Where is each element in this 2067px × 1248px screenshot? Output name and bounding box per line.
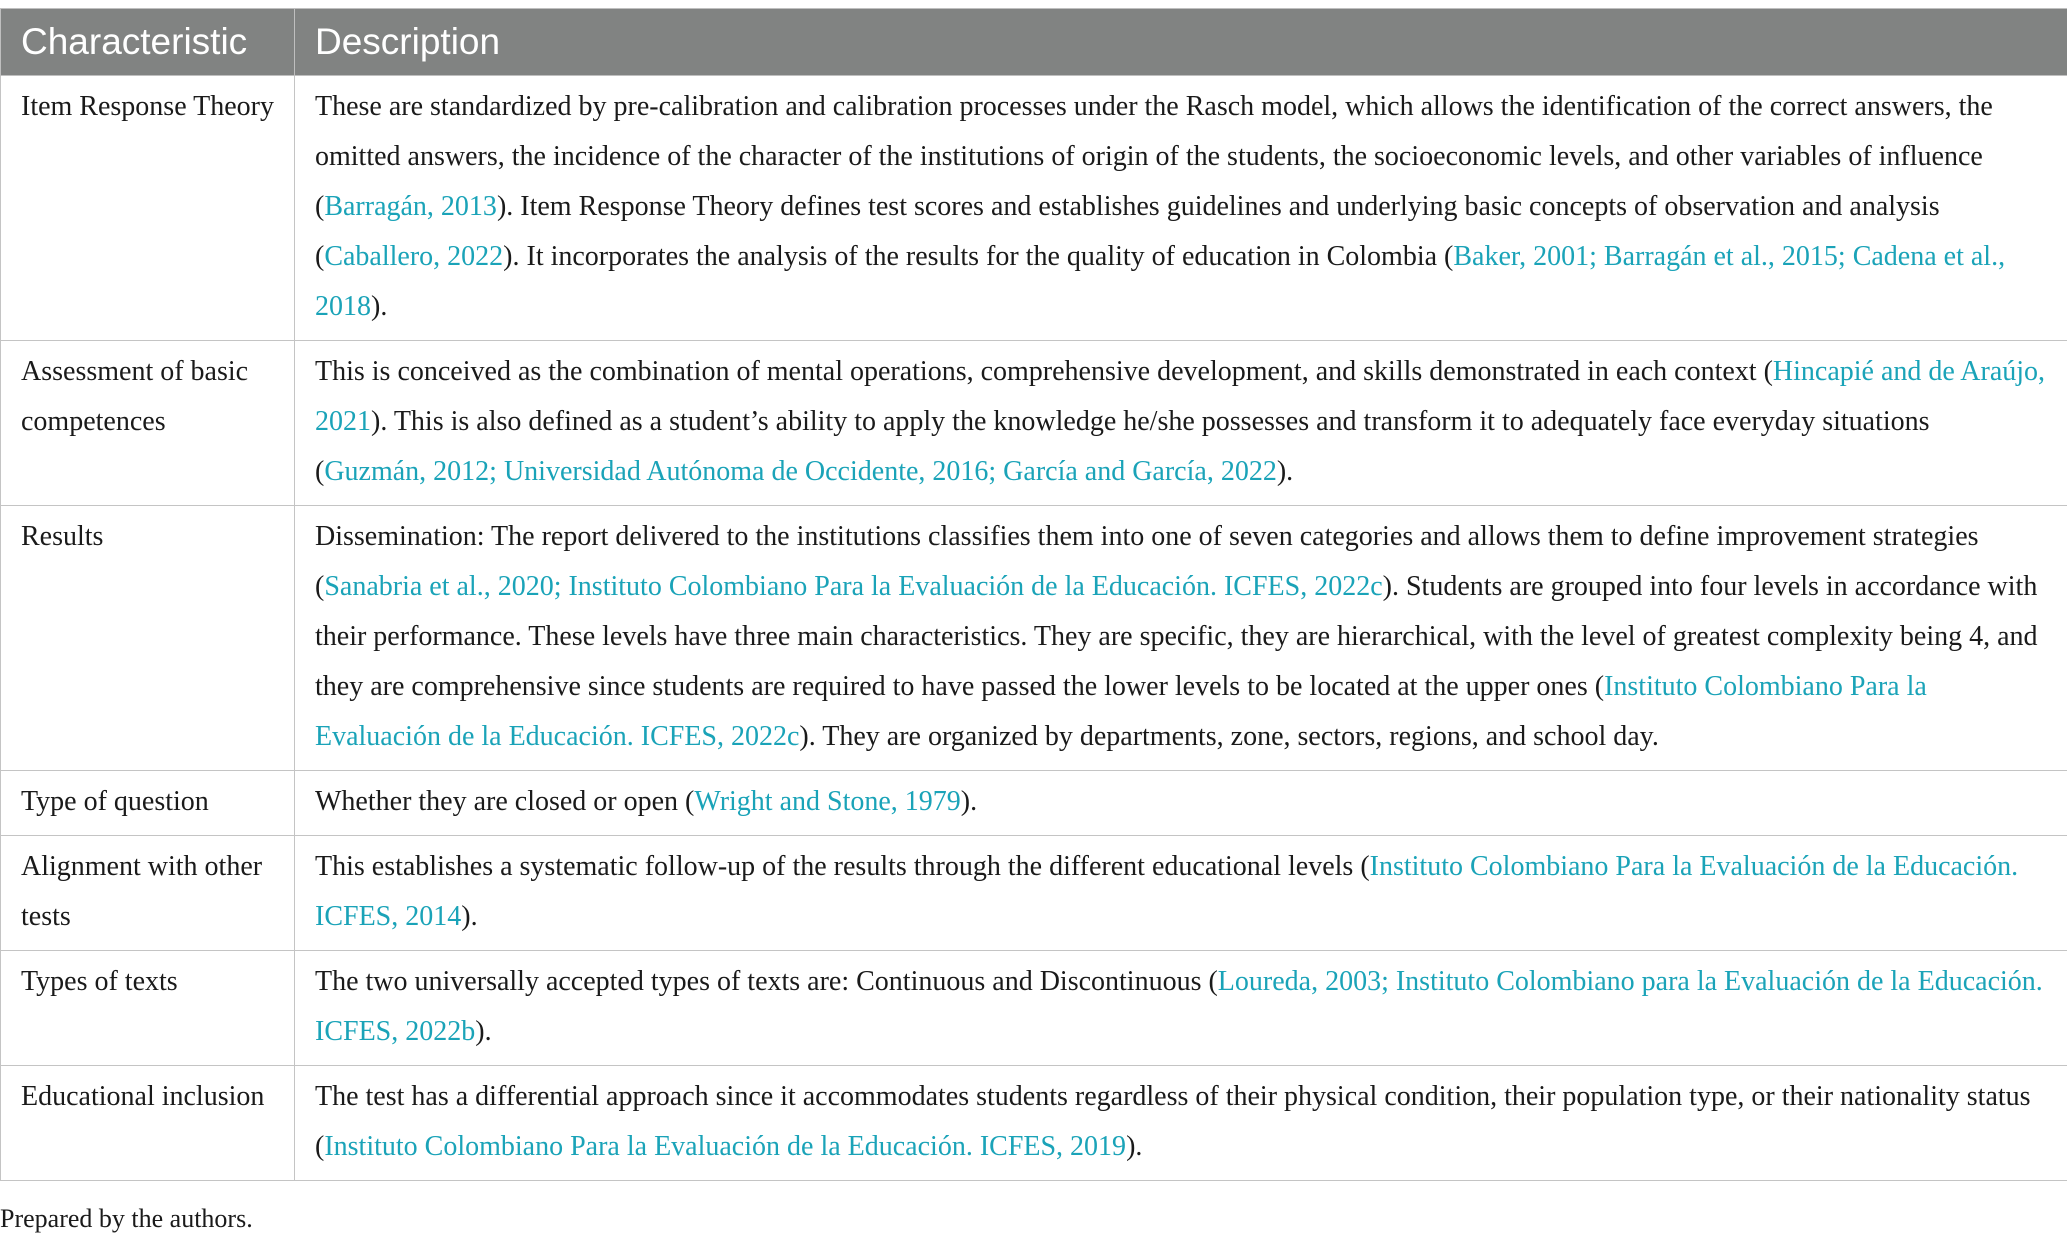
description-text: Whether they are closed or open (	[315, 786, 695, 817]
description-cell	[295, 341, 2067, 506]
citation-link[interactable]: Baker, 2001; Barragán et al., 2015; Cadena et al., 2018	[315, 241, 2006, 322]
description-text: The two universally accepted types of texts are: Continuous and Discontinuous (	[315, 966, 1218, 997]
description-text: ).	[475, 1016, 492, 1047]
citation-link[interactable]: Instituto Colombiano Para la Evaluación de la Educación. ICFES, 2022c	[315, 671, 1927, 752]
description-text: ).	[371, 291, 388, 322]
characteristic-cell: Item Response Theory	[1, 76, 295, 341]
header-description: Description	[295, 9, 2067, 76]
description-text: Dissemination: The report delivered to the institutions classifies them into one of seven categories and allows them to define improvement strategies (	[315, 521, 1979, 602]
citation-link[interactable]: Sanabria et al., 2020; Instituto Colombiano Para la Evaluación de la Educación. ICFES, 2022c	[324, 571, 1383, 602]
citation-link[interactable]: Barragán, 2013	[324, 191, 497, 222]
description-text: ). It incorporates the analysis of the results for the quality of education in Colombia (	[503, 241, 1454, 272]
table-row	[1, 951, 2067, 1066]
description-cell	[295, 1066, 2067, 1181]
description-text: ).	[1276, 456, 1294, 487]
description-text: ). Item Response Theory defines test scores and establishes guidelines and underlying basic concepts of observation and analysis (	[315, 191, 1940, 272]
table-row	[1, 76, 2067, 341]
table-row	[1, 341, 2067, 506]
description-text: This establishes a systematic follow-up of the results through the different educational levels (	[315, 851, 1370, 882]
characteristic-cell: Educational inclusion	[1, 1066, 295, 1181]
characteristic-cell: Types of texts	[1, 951, 295, 1066]
table-body	[1, 76, 2067, 1181]
citation-link[interactable]: Wright and Stone, 1979	[694, 786, 961, 817]
citation-link[interactable]: Caballero, 2022	[324, 241, 504, 272]
description-text: This is conceived as the combination of mental operations, comprehensive development, and skills demonstrated in each context (	[315, 356, 1773, 387]
characteristic-cell: Results	[1, 506, 295, 771]
description-text: ). This is also defined as a student’s ability to apply the knowledge he/she possesses and transform it to adequately face everyday situations (	[315, 406, 1930, 487]
characteristics-table	[0, 8, 2067, 1181]
description-text: These are standardized by pre-calibration and calibration processes under the Rasch model, which allows the identification of the correct answers, the omitted answers, the incidence of the character of the institutions of origin of the students, the socioeconomic levels, and other variables of influence (	[315, 91, 1993, 222]
description-text: ). They are organized by departments, zone, sectors, regions, and school day.	[799, 721, 1659, 752]
table-footnote: Prepared by the authors.	[0, 1204, 253, 1233]
header-characteristic: Characteristic	[1, 9, 295, 76]
description-cell	[295, 836, 2067, 951]
citation-link[interactable]: Hincapié and de Araújo, 2021	[315, 356, 2046, 437]
description-cell	[295, 951, 2067, 1066]
citation-link[interactable]: Instituto Colombiano Para la Evaluación de la Educación. ICFES, 2019	[324, 1131, 1127, 1162]
table-container	[0, 8, 2067, 1181]
table-row	[1, 1066, 2067, 1181]
characteristic-cell: Assessment of basic competences	[1, 341, 295, 506]
citation-link[interactable]: Loureda, 2003; Instituto Colombiano para la Evaluación de la Educación. ICFES, 2022b	[315, 966, 2043, 1047]
table-header-row	[1, 9, 2067, 76]
characteristic-cell: Alignment with other tests	[1, 836, 295, 951]
table-row	[1, 506, 2067, 771]
citation-link[interactable]: Guzmán, 2012; Universidad Autónoma de Occidente, 2016; García and García, 2022	[324, 456, 1277, 487]
description-text: ).	[461, 901, 478, 932]
description-cell	[295, 76, 2067, 341]
description-text: ). Students are grouped into four levels in accordance with their performance. These levels have three main characteristics. They are specific, they are hierarchical, with the level of greatest complexity being 4, and they are comprehensive since students are required to have passed the lower levels to be located at the upper ones (	[315, 571, 2038, 702]
description-text: ).	[960, 786, 978, 817]
description-cell	[295, 506, 2067, 771]
table-row	[1, 836, 2067, 951]
description-text: ).	[1126, 1131, 1143, 1162]
characteristic-cell: Type of question	[1, 771, 295, 836]
description-text: The test has a differential approach since it accommodates students regardless of their physical condition, their population type, or their nationality status (	[315, 1081, 2031, 1162]
description-cell	[295, 771, 2067, 836]
citation-link[interactable]: Instituto Colombiano Para la Evaluación de la Educación. ICFES, 2014	[315, 851, 2019, 932]
table-row	[1, 771, 2067, 836]
